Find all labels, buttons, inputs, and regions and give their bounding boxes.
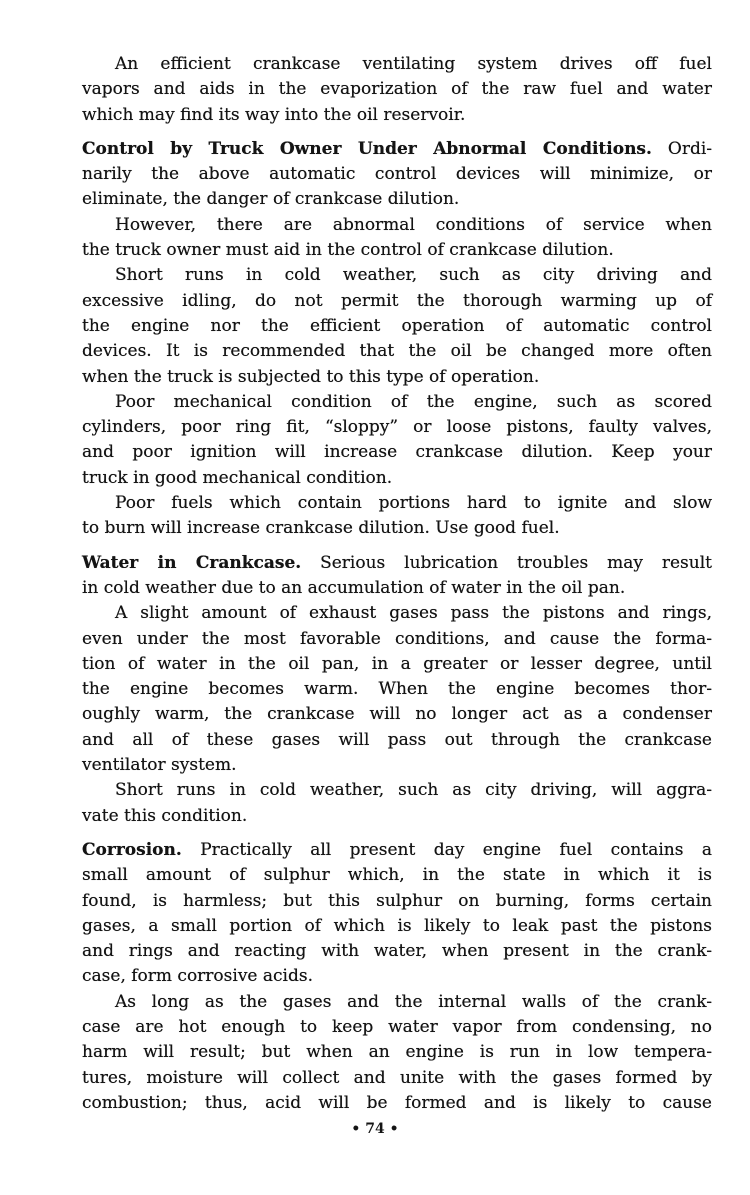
text-line [82,804,712,829]
text-line [82,516,712,541]
section-heading: Water in Crankcase. [82,552,302,573]
line-text: and poor ignition will increase crankcase dilution. Keep your [82,442,712,463]
paragraph [82,263,712,389]
text-line [82,889,712,914]
line-text: when the truck is subjected to this type of operation. [82,366,540,387]
line-text: combustion; thus, acid will be formed and is likely to cause [82,1092,712,1113]
text-line [82,187,712,212]
line-text: cylinders, poor ring fit, “sloppy” or loose pistons, faulty valves, [82,417,712,438]
line-text: narily the above automatic control devices will minimize, or [82,164,712,185]
text-line [82,137,712,162]
text-line [82,627,712,652]
text-line [82,728,712,753]
text-line [82,103,712,128]
text-line [82,466,712,491]
line-text: the engine nor the efficient operation of automatic control [82,315,712,336]
text-line [82,838,712,863]
line-text: Practically all present day engine fuel contains a [181,839,712,860]
line-text: which may find its way into the oil reservoir. [82,104,466,125]
section-heading: Control by Truck Owner Under Abnormal Conditions. [82,138,652,159]
line-text: truck in good mechanical condition. [82,467,393,488]
line-text: Short runs in cold weather, such as city driving, will aggra- [115,780,712,801]
section-paragraph [82,137,712,213]
text-line [82,652,712,677]
paragraph [82,990,712,1116]
line-text: and rings and reacting with water, when present in the crank- [82,941,712,962]
text-line [82,339,712,364]
line-text: devices. It is recommended that the oil be changed more often [82,341,712,362]
section-paragraph [82,551,712,602]
line-text: Ordi- [651,138,713,159]
text-line [82,491,712,516]
section-paragraph [82,838,712,990]
text-line [82,863,712,888]
paragraph [82,52,712,128]
line-text: found, is harmless; but this sulphur on burning, forms certain [82,890,712,911]
text-line [82,1040,712,1065]
paragraph [82,778,712,829]
document-body [82,52,712,1116]
text-line [82,964,712,989]
text-line [82,1015,712,1040]
line-text: Short runs in cold weather, such as city driving and [115,265,712,286]
line-text: Serious lubrication troubles may result [301,552,712,573]
text-line [82,753,712,778]
text-line [82,914,712,939]
line-text: case, form corrosive acids. [82,966,314,987]
text-line [82,702,712,727]
text-line [82,440,712,465]
text-line [82,213,712,238]
page-number: • 74 • [351,1121,399,1137]
text-line [82,415,712,440]
paragraph [82,213,712,264]
paragraph [82,491,712,542]
section-heading: Corrosion. [82,839,182,860]
line-text: tion of water in the oil pan, in a greater or lesser degree, until [82,653,712,674]
line-text: and all of these gases will pass out through the crankcase [82,729,712,750]
line-text: As long as the gases and the internal walls of the crank- [115,991,712,1012]
line-text: small amount of sulphur which, in the state in which it is [82,865,712,886]
text-line [82,390,712,415]
line-text: gases, a small portion of which is likely to leak past the pistons [82,915,712,936]
line-text: the truck owner must aid in the control of crankcase dilution. [82,240,614,261]
text-line [82,314,712,339]
line-text: the engine becomes warm. When the engine becomes thor- [82,679,712,700]
line-text: tures, moisture will collect and unite with the gases formed by [82,1067,712,1088]
text-line [82,365,712,390]
text-line [82,162,712,187]
text-line [82,551,712,576]
line-text: Poor mechanical condition of the engine, such as scored [115,391,712,412]
text-line [82,990,712,1015]
line-text: A slight amount of exhaust gases pass the pistons and rings, [115,603,712,624]
line-text: eliminate, the danger of crankcase dilution. [82,189,460,210]
line-text: An efficient crankcase ventilating system drives off fuel [115,54,712,74]
line-text: in cold weather due to an accumulation of water in the oil pan. [82,577,626,598]
line-text: oughly warm, the crankcase will no longer act as a condenser [82,704,712,725]
line-text: vapors and aids in the evaporization of the raw fuel and water [82,79,712,100]
text-line [82,263,712,288]
line-text: vate this condition. [82,805,248,826]
text-line [82,289,712,314]
line-text: ventilator system. [82,755,237,776]
text-line [82,238,712,263]
line-text: to burn will increase crankcase dilution. Use good fuel. [82,518,560,539]
text-line [82,778,712,803]
text-line [82,77,712,102]
paragraph [82,601,712,778]
text-line [82,677,712,702]
text-line [82,576,712,601]
text-line [82,939,712,964]
text-line [82,1066,712,1091]
paragraph [82,390,712,491]
line-text: harm will result; but when an engine is run in low tempera- [82,1042,712,1063]
line-text: even under the most favorable conditions, and cause the forma- [82,628,712,649]
line-text: excessive idling, do not permit the thorough warming up of [82,290,712,311]
text-line [82,52,712,77]
text-line [82,1091,712,1116]
line-text: However, there are abnormal conditions of service when [115,214,712,235]
line-text: case are hot enough to keep water vapor from condensing, no [82,1016,712,1037]
text-line [82,601,712,626]
line-text: Poor fuels which contain portions hard to ignite and slow [115,493,712,514]
